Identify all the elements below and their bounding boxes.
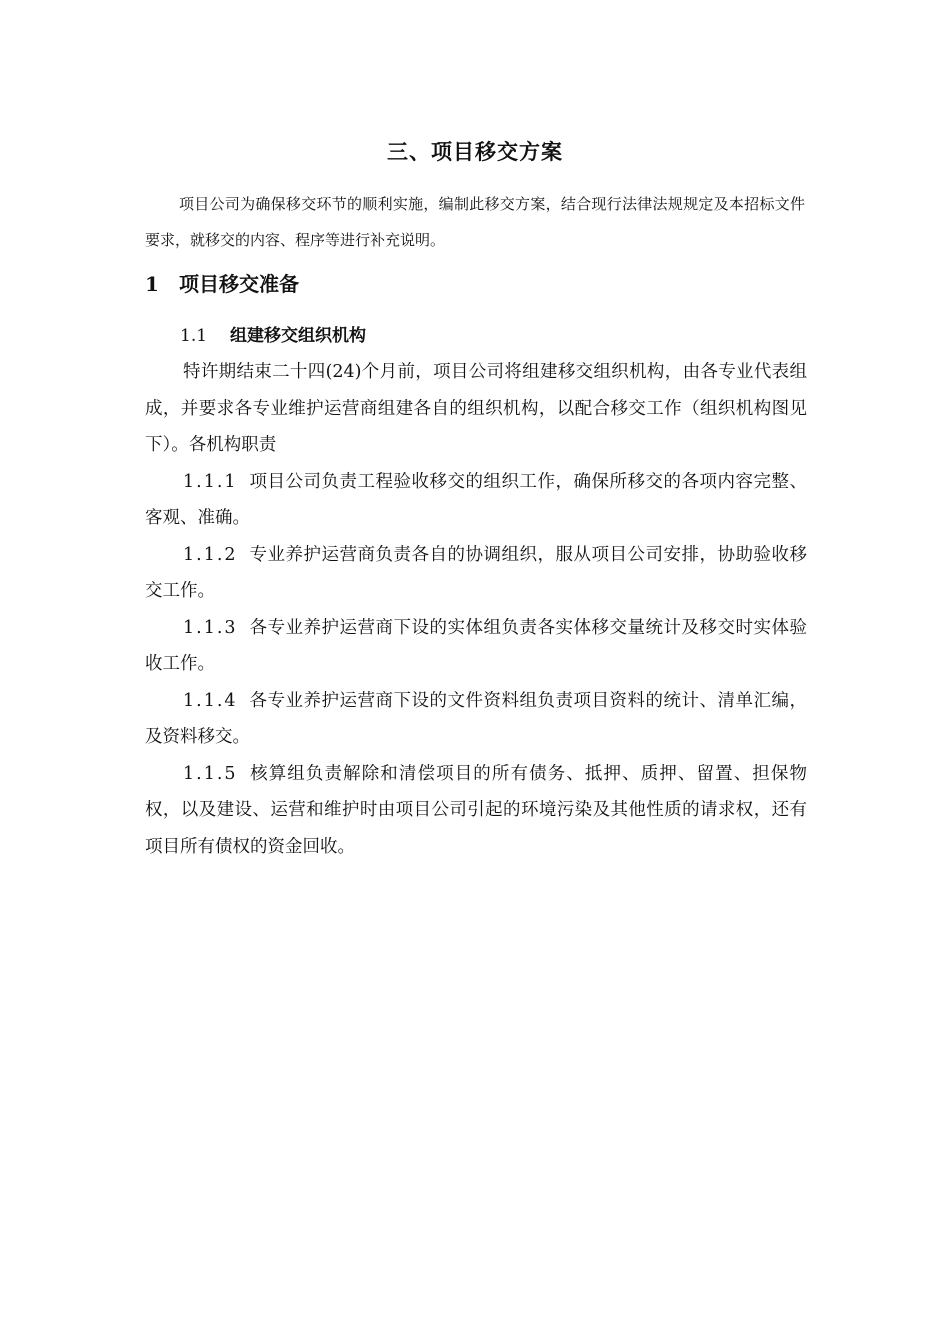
page-title: 三、项目移交方案 [387,140,563,164]
item-text: 专业养护运营商负责各自的协调组织，服从项目公司安排，协助验收移交工作。 [145,544,807,601]
intro-paragraph: 项目公司为确保移交环节的顺利实施，编制此移交方案，结合现行法律法规规定及本招标文件要求，就移交的内容、程序等进行补充说明。 [145,195,805,249]
section-title: 项目移交准备 [179,272,299,296]
item-1-1-5 [145,756,807,866]
item-1-1-1 [145,464,807,537]
item-text: 各专业养护运营商下设的实体组负责各实体移交量统计及移交时实体验收工作。 [145,617,807,674]
item-number: 1.1.2 [183,544,238,565]
item-text: 核算组负责解除和清偿项目的所有债务、抵押、质押、留置、担保物权，以及建设、运营和维护时由项目公司引起的环境污染及其他性质的请求权，还有项目所有债权的资金回收。 [145,763,807,857]
item-number: 1.1.1 [183,471,238,492]
item-text: 各专业养护运营商下设的文件资料组负责项目资料的统计、清单汇编，及资料移交。 [145,690,807,747]
subsection-number: 1.1 [180,326,208,346]
item-number: 1.1.3 [183,617,238,638]
item-number: 1.1.5 [183,763,238,784]
section-number: 1 [145,272,159,296]
item-number: 1.1.4 [183,690,238,711]
subsection-title: 组建移交组织机构 [230,326,366,346]
item-1-1-4 [145,683,807,756]
item-1-1-3 [145,610,807,683]
section-body [145,354,807,865]
subsection-paragraph: 特许期结束二十四(24)个月前，项目公司将组建移交组织机构，由各专业代表组成，并要求各专业维护运营商组建各自的组织机构，以配合移交工作（组织机构图见下）。各机构职责 [145,362,807,455]
item-text: 项目公司负责工程验收移交的组织工作，确保所移交的各项内容完整、客观、准确。 [145,471,807,528]
subsection-heading-1-1 [180,321,366,346]
section-heading-1 [145,268,299,297]
item-1-1-2 [145,537,807,610]
